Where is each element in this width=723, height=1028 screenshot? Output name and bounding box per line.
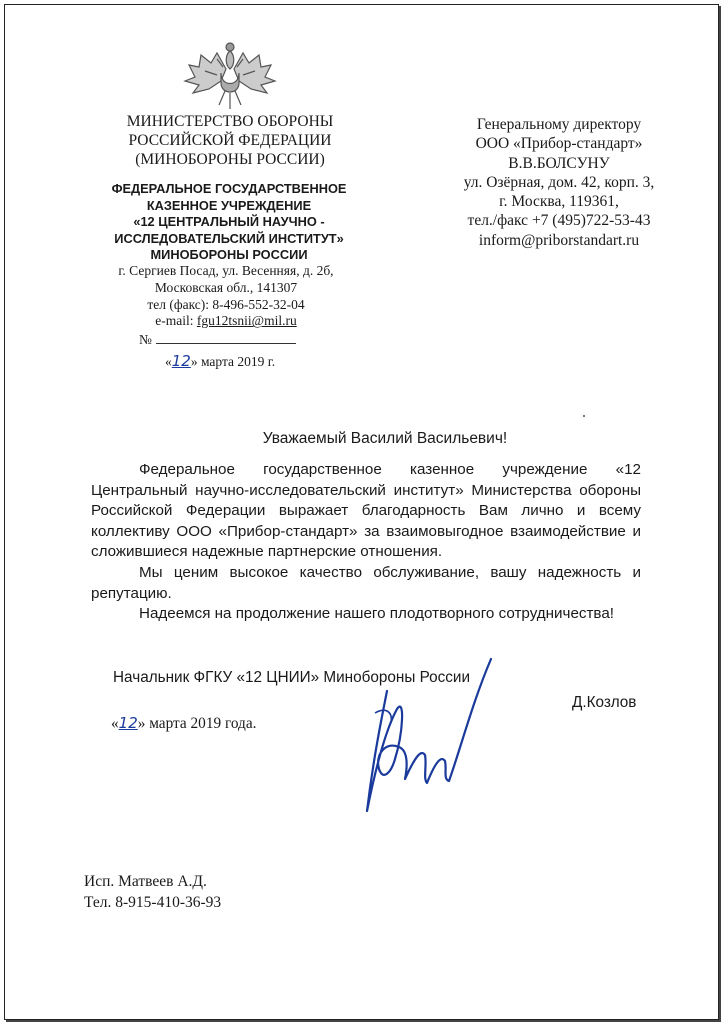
signature-icon xyxy=(345,651,495,821)
institution-line: МИНОБОРОНЫ РОССИИ xyxy=(150,247,308,262)
executor-block xyxy=(84,871,221,913)
eagle-emblem-icon xyxy=(181,39,279,111)
date-rest: » марта 2019 г. xyxy=(190,354,276,369)
institution-name xyxy=(79,181,379,264)
letter-body xyxy=(91,460,641,625)
institution-line: «12 ЦЕНТРАЛЬНЫЙ НАУЧНО - xyxy=(133,214,325,229)
scan-dot xyxy=(583,415,585,417)
greeting: Уважаемый Василий Васильевич! xyxy=(262,430,508,447)
recipient-block xyxy=(439,115,679,250)
recipient-line: тел./факс +7 (495)722-53-43 xyxy=(467,212,651,230)
ministry-header xyxy=(115,112,345,169)
email-label: e-mail: xyxy=(155,313,197,329)
institution-line: ФЕДЕРАЛЬНОЕ ГОСУДАРСТВЕННОЕ xyxy=(111,181,347,196)
handwritten-sign-day: 12 xyxy=(118,714,138,732)
address-line: Московская обл., 141307 xyxy=(154,279,298,295)
institution-line: ИССЛЕДОВАТЕЛЬСКИЙ ИНСТИТУТ» xyxy=(114,230,344,246)
date-open-quote: « xyxy=(165,354,172,369)
ministry-line: (МИНОБОРОНЫ РОССИИ) xyxy=(135,151,325,168)
letter-page xyxy=(4,4,719,1020)
address-line: г. Сергиев Посад, ул. Весенняя, д. 2б, xyxy=(118,263,334,278)
institution-line: КАЗЕННОЕ УЧРЕЖДЕНИЕ xyxy=(146,197,312,213)
letter-date xyxy=(165,352,325,370)
ministry-line: РОССИЙСКОЙ ФЕДЕРАЦИИ xyxy=(128,132,332,149)
recipient-line: ООО «Прибор-стандарт» xyxy=(475,135,643,153)
sign-date-open: « xyxy=(111,715,119,732)
number-blank-line xyxy=(156,332,296,344)
body-paragraph: Надеемся на продолжение нашего плодотворного сотрудничества! xyxy=(139,605,614,623)
recipient-line: ул. Озёрная, дом. 42, корп. 3, xyxy=(463,173,655,191)
signer-name: Д.Козлов xyxy=(572,694,637,711)
sender-address xyxy=(91,263,361,330)
body-paragraph: Федеральное государственное казенное учреждение «12 Центральный научно-исследовательский институт» Министерства обороны Российской Федерации выражает благодарность Вам лично и всему коллективу ООО «Прибор-стандарт» за взаимовыгодное взаимодействие и сложившиеся надежные партнерские отношения. xyxy=(91,461,641,561)
recipient-line: Генеральному директору xyxy=(476,116,642,133)
number-label: № xyxy=(139,332,152,347)
executor-phone: Тел. 8-915-410-36-93 xyxy=(84,894,222,911)
recipient-line: г. Москва, 119361, xyxy=(499,193,619,211)
ministry-line: МИНИСТЕРСТВО ОБОРОНЫ xyxy=(126,113,334,130)
body-paragraph: Мы ценим высокое качество обслуживание, вашу надежность и репутацию. xyxy=(91,563,641,602)
email-link[interactable]: fgu12tsnii@mil.ru xyxy=(196,313,297,329)
handwritten-day: 12 xyxy=(171,352,191,370)
phone-line: тел (факс): 8-496-552-32-04 xyxy=(147,296,305,312)
outgoing-number xyxy=(139,332,309,348)
recipient-line: inform@priborstandart.ru xyxy=(478,231,640,249)
recipient-line: В.В.БОЛСУНУ xyxy=(508,154,610,172)
sign-date-rest: » марта 2019 года. xyxy=(137,715,257,732)
signer-title: Начальник ФГКУ «12 ЦНИИ» Минобороны России xyxy=(113,669,471,686)
email-line xyxy=(91,313,361,330)
executor-name: Исп. Матвеев А.Д. xyxy=(84,873,207,890)
sign-date xyxy=(111,714,256,733)
